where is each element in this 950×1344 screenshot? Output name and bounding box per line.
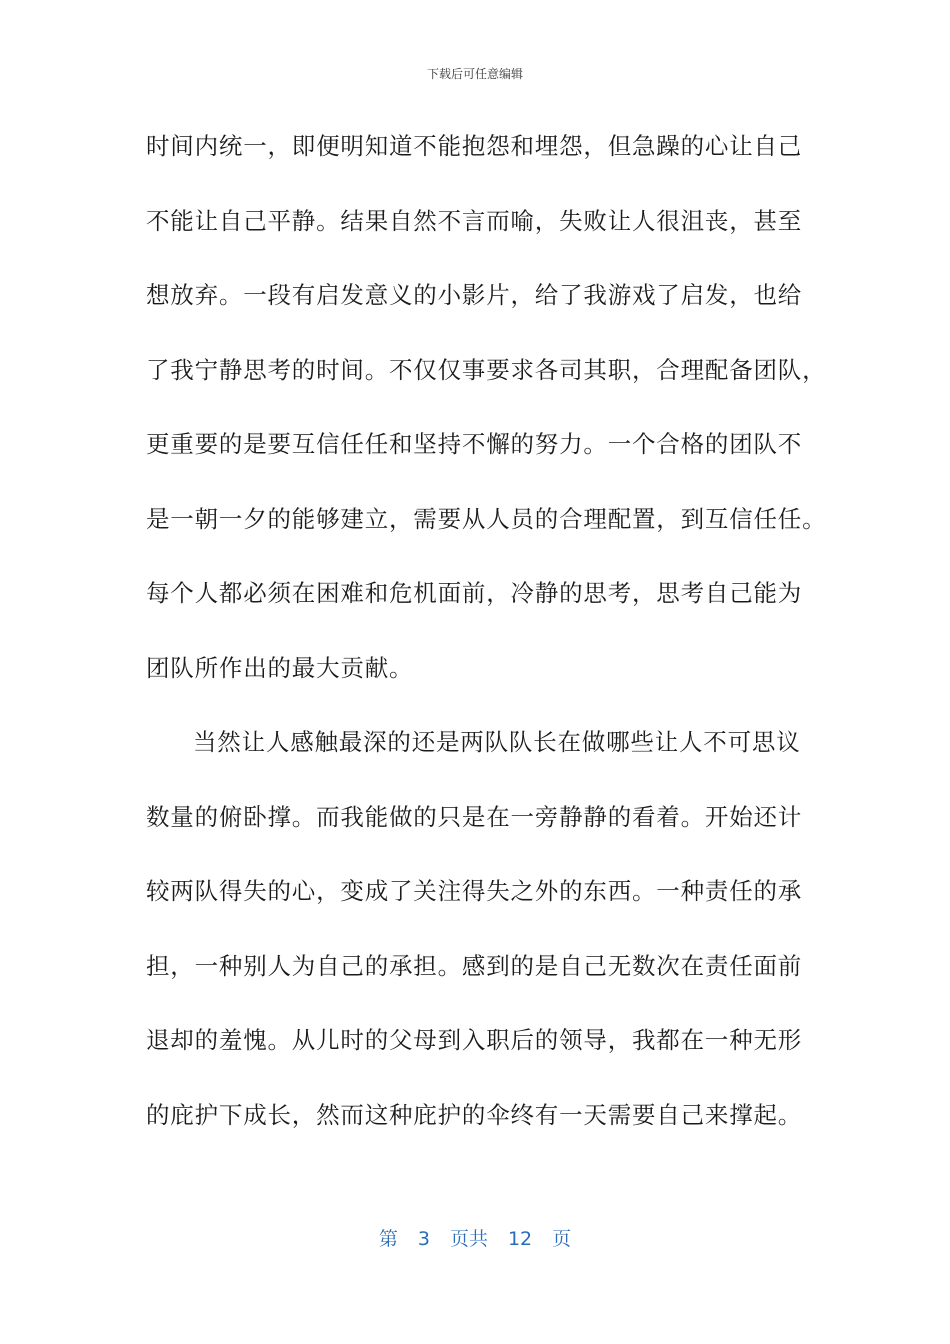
text-line: 了我宁静思考的时间。不仅仅事要求各司其职，合理配备团队， [146,355,827,384]
text-line: 较两队得失的心，变成了关注得失之外的东西。一种责任的承 [146,877,803,905]
text-line: 不能让自己平静。结果自然不言而喻，失败让人很沮丧，甚至 [146,206,803,235]
text-line: 担，一种别人为自己的承担。感到的是自己无数次在责任面前 [146,951,803,980]
text-line: 是一朝一夕的能够建立，需要从人员的合理配置，到互信任任。 [146,504,827,533]
text-line: 每个人都必须在困难和危机面前，冷静的思考，思考自己能为 [146,579,803,607]
total-pages-number: 12 [507,1228,533,1250]
current-page-number: 3 [417,1228,430,1250]
footer-suffix: 页 [552,1228,572,1250]
text-line: 更重要的是要互信任任和坚持不懈的努力。一个合格的团队不 [146,430,803,458]
text-line: 数量的俯卧撑。而我能做的只是在一旁静静的看着。开始还计 [146,802,803,831]
document-body [146,120,827,1163]
text-line: 团队所作出的最大贡献。 [146,653,414,682]
text-line: 的庇护下成长，然而这种庇护的伞终有一天需要自己来撑起。 [146,1100,803,1129]
page-footer [0,1226,950,1252]
footer-prefix: 第 [378,1228,398,1250]
page-header: 下载后可任意编辑 [426,67,523,81]
text-line: 想放弃。一段有启发意义的小影片，给了我游戏了启发，也给 [146,281,803,309]
footer-middle: 页共 [449,1228,488,1250]
text-line: 退却的羞愧。从儿时的父母到入职后的领导，我都在一种无形 [146,1026,803,1054]
text-line: 时间内统一，即便明知道不能抱怨和埋怨，但急躁的心让自己 [146,132,803,160]
paragraph-first-line: 当然让人感触最深的还是两队队长在做哪些让人不可思议 [193,728,801,756]
